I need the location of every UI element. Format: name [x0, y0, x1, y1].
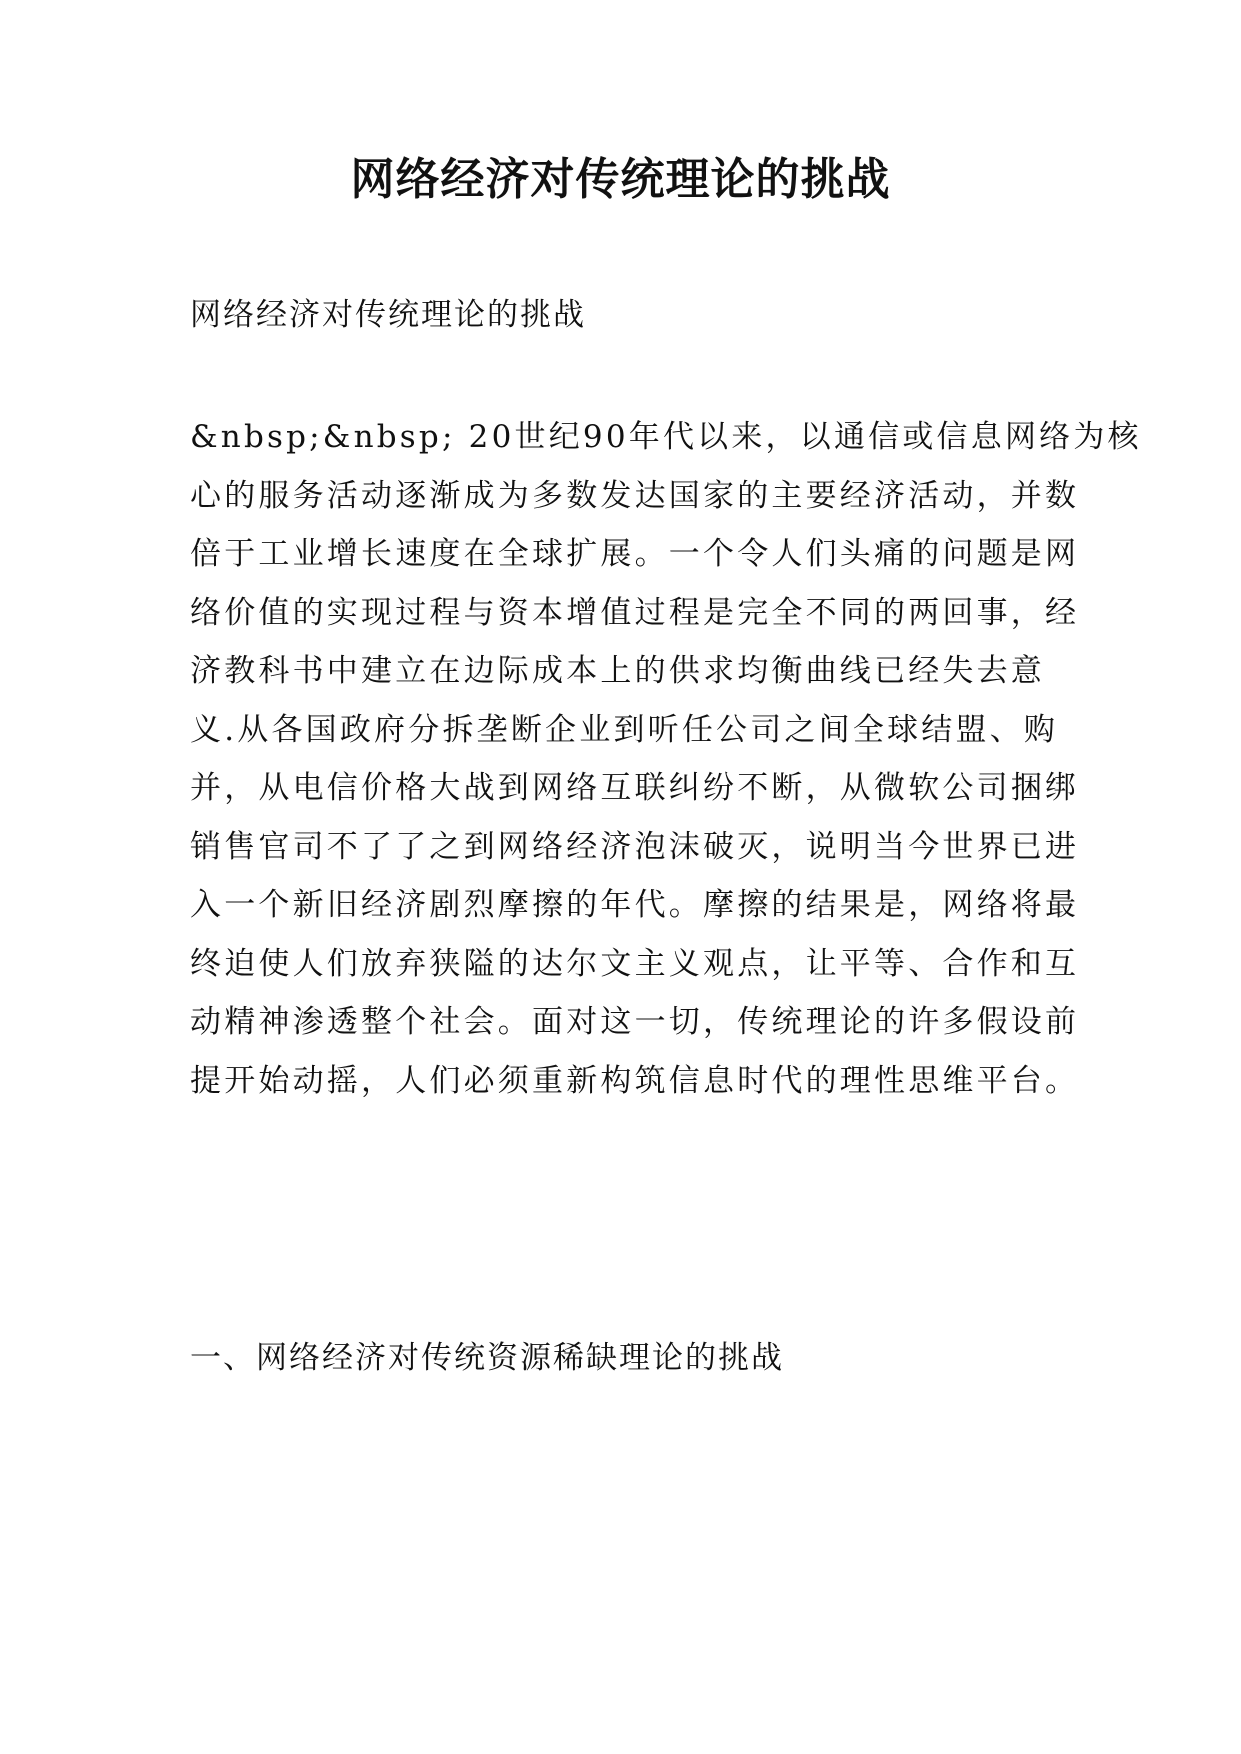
- body-line: 入一个新旧经济剧烈摩擦的年代。摩擦的结果是，网络将最: [190, 887, 1080, 923]
- body-line: 提开始动摇，人们必须重新构筑信息时代的理性思维平台。: [190, 1062, 1080, 1099]
- document-subtitle: 网络经济对传统理论的挑战: [190, 297, 586, 333]
- body-line: 终迫使人们放弃狭隘的达尔文主义观点，让平等、合作和互: [190, 945, 1080, 982]
- body-line: 心的服务活动逐渐成为多数发达国家的主要经济活动，并数: [190, 477, 1080, 514]
- body-paragraph: [190, 408, 1142, 1110]
- body-line: 济教科书中建立在边际成本上的供求均衡曲线已经失去意: [190, 653, 1045, 689]
- document-title: 网络经济对传统理论的挑战: [350, 154, 891, 205]
- section-heading: 一、网络经济对传统资源稀缺理论的挑战: [190, 1340, 784, 1376]
- body-line: 络价值的实现过程与资本增值过程是完全不同的两回事，经: [190, 594, 1080, 631]
- body-line: 倍于工业增长速度在全球扩展。一个令人们头痛的问题是网: [190, 536, 1080, 572]
- body-line: 义.从各国政府分拆垄断企业到听任公司之间全球结盟、购: [190, 711, 1059, 748]
- body-line: 并，从电信价格大战到网络互联纠纷不断，从微软公司捆绑: [190, 770, 1080, 806]
- body-line: 动精神渗透整个社会。面对这一切，传统理论的许多假设前: [190, 1004, 1080, 1040]
- body-line: 销售官司不了了之到网络经济泡沫破灭，说明当今世界已进: [190, 828, 1080, 865]
- body-line: &nbsp;&nbsp; 20世纪90年代以来，以通信或信息网络为核: [190, 419, 1142, 455]
